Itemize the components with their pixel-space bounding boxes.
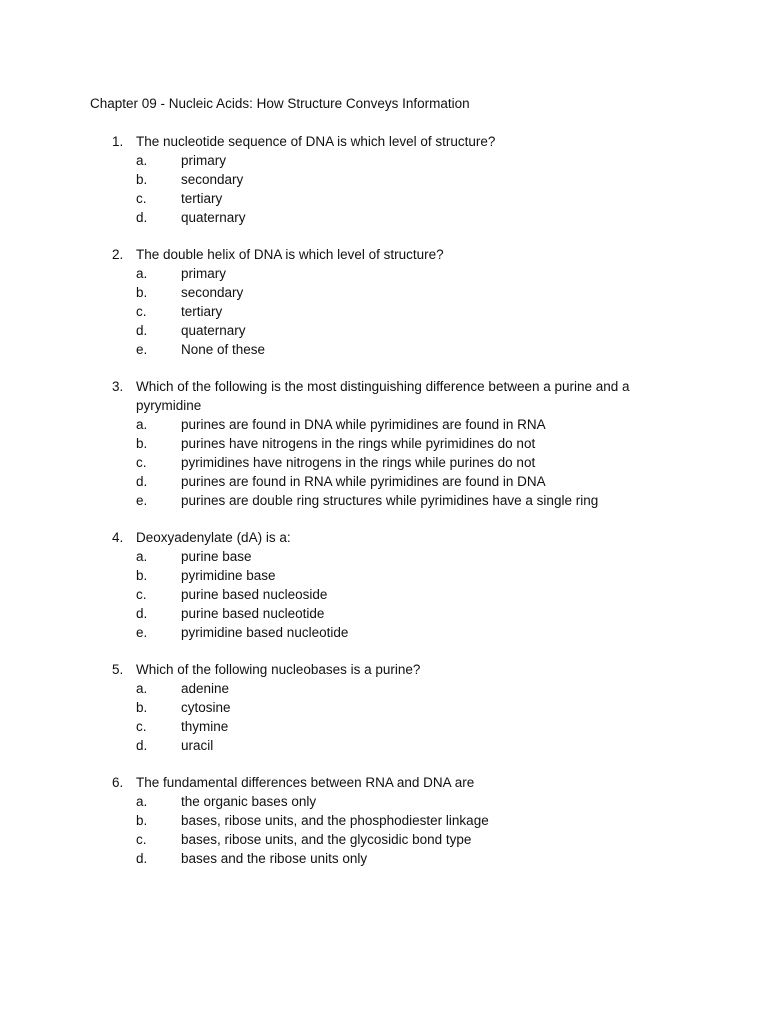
- question-number: 4.: [112, 530, 124, 545]
- option-letter: b.: [136, 568, 148, 583]
- question-item: [0, 132, 768, 227]
- option-letter: b.: [136, 172, 148, 187]
- option-text: None of these: [181, 342, 266, 357]
- option-letter: e.: [136, 625, 148, 640]
- option-letter: a.: [136, 417, 148, 432]
- option-text: primary: [181, 153, 227, 168]
- option-letter: d.: [136, 606, 148, 621]
- option-letter: e.: [136, 493, 148, 508]
- answer-option: [0, 208, 768, 227]
- question-number: 1.: [112, 134, 124, 149]
- option-text: pyrimidine base: [181, 568, 276, 583]
- option-text: bases and the ribose units only: [181, 851, 368, 866]
- answer-option: [0, 604, 768, 623]
- answer-option: [0, 830, 768, 849]
- option-text: purines have nitrogens in the rings while pyrimidines do not: [181, 436, 536, 451]
- question-text: Which of the following is the most distinguishing difference between a purine and a pyrymidine: [136, 379, 630, 413]
- option-text: bases, ribose units, and the glycosidic bond type: [181, 832, 472, 847]
- option-letter: c.: [136, 587, 147, 602]
- option-text: secondary: [181, 285, 244, 300]
- option-letter: a.: [136, 549, 148, 564]
- answer-option: [0, 566, 768, 585]
- answer-option: [0, 415, 768, 434]
- option-text: bases, ribose units, and the phosphodiester linkage: [181, 813, 489, 828]
- option-text: quaternary: [181, 210, 246, 225]
- question-item: [0, 245, 768, 359]
- question-text: The nucleotide sequence of DNA is which level of structure?: [136, 134, 496, 149]
- option-text: secondary: [181, 172, 244, 187]
- answer-option: [0, 849, 768, 868]
- option-text: uracil: [181, 738, 214, 753]
- question-row: [0, 245, 768, 264]
- question-item: [0, 377, 768, 510]
- question-item: [0, 773, 768, 868]
- option-text: purines are found in DNA while pyrimidines are found in RNA: [181, 417, 546, 432]
- option-letter: c.: [136, 832, 147, 847]
- answer-option: [0, 811, 768, 830]
- answer-option: [0, 623, 768, 642]
- question-number: 3.: [112, 379, 124, 394]
- answer-option: [0, 585, 768, 604]
- question-row: [0, 773, 768, 792]
- question-text: Deoxyadenylate (dA) is a:: [136, 530, 291, 545]
- option-text: cytosine: [181, 700, 231, 715]
- answer-option: [0, 547, 768, 566]
- question-text: The fundamental differences between RNA and DNA are: [136, 775, 475, 790]
- answer-option: [0, 151, 768, 170]
- option-text: purines are double ring structures while pyrimidines have a single ring: [181, 493, 599, 508]
- answer-option: [0, 321, 768, 340]
- question-row: [0, 377, 768, 415]
- page-title: Chapter 09 - Nucleic Acids: How Structure Conveys Information: [90, 96, 470, 111]
- option-letter: d.: [136, 851, 148, 866]
- answer-option: [0, 264, 768, 283]
- option-letter: d.: [136, 474, 148, 489]
- question-item: [0, 660, 768, 755]
- option-letter: c.: [136, 455, 147, 470]
- option-letter: c.: [136, 719, 147, 734]
- option-text: purine based nucleoside: [181, 587, 328, 602]
- option-letter: b.: [136, 813, 148, 828]
- question-number: 2.: [112, 247, 124, 262]
- option-text: primary: [181, 266, 227, 281]
- answer-option: [0, 453, 768, 472]
- option-text: purines are found in RNA while pyrimidines are found in DNA: [181, 474, 546, 489]
- answer-option: [0, 434, 768, 453]
- option-text: the organic bases only: [181, 794, 317, 809]
- question-item: [0, 528, 768, 642]
- answer-option: [0, 717, 768, 736]
- answer-option: [0, 736, 768, 755]
- answer-option: [0, 302, 768, 321]
- option-text: quaternary: [181, 323, 246, 338]
- option-text: tertiary: [181, 304, 223, 319]
- question-row: [0, 528, 768, 547]
- option-letter: a.: [136, 794, 148, 809]
- answer-option: [0, 472, 768, 491]
- question-row: [0, 660, 768, 679]
- option-letter: a.: [136, 153, 148, 168]
- answer-option: [0, 283, 768, 302]
- question-text: Which of the following nucleobases is a purine?: [136, 662, 421, 677]
- answer-option: [0, 340, 768, 359]
- option-letter: d.: [136, 210, 148, 225]
- answer-option: [0, 491, 768, 510]
- option-text: thymine: [181, 719, 229, 734]
- option-letter: b.: [136, 285, 148, 300]
- question-number: 6.: [112, 775, 124, 790]
- option-text: purine base: [181, 549, 252, 564]
- answer-option: [0, 679, 768, 698]
- answer-option: [0, 792, 768, 811]
- option-letter: c.: [136, 304, 147, 319]
- option-letter: e.: [136, 342, 148, 357]
- answer-option: [0, 170, 768, 189]
- option-text: adenine: [181, 681, 230, 696]
- option-letter: d.: [136, 323, 148, 338]
- answer-option: [0, 189, 768, 208]
- option-letter: c.: [136, 191, 147, 206]
- answer-option: [0, 698, 768, 717]
- option-letter: a.: [136, 681, 148, 696]
- question-row: [0, 132, 768, 151]
- option-letter: a.: [136, 266, 148, 281]
- option-text: pyrimidines have nitrogens in the rings while purines do not: [181, 455, 536, 470]
- option-letter: d.: [136, 738, 148, 753]
- option-letter: b.: [136, 700, 148, 715]
- question-number: 5.: [112, 662, 124, 677]
- option-text: tertiary: [181, 191, 223, 206]
- question-text: The double helix of DNA is which level of structure?: [136, 247, 444, 262]
- option-text: pyrimidine based nucleotide: [181, 625, 349, 640]
- option-letter: b.: [136, 436, 148, 451]
- option-text: purine based nucleotide: [181, 606, 325, 621]
- question-list: [0, 132, 768, 886]
